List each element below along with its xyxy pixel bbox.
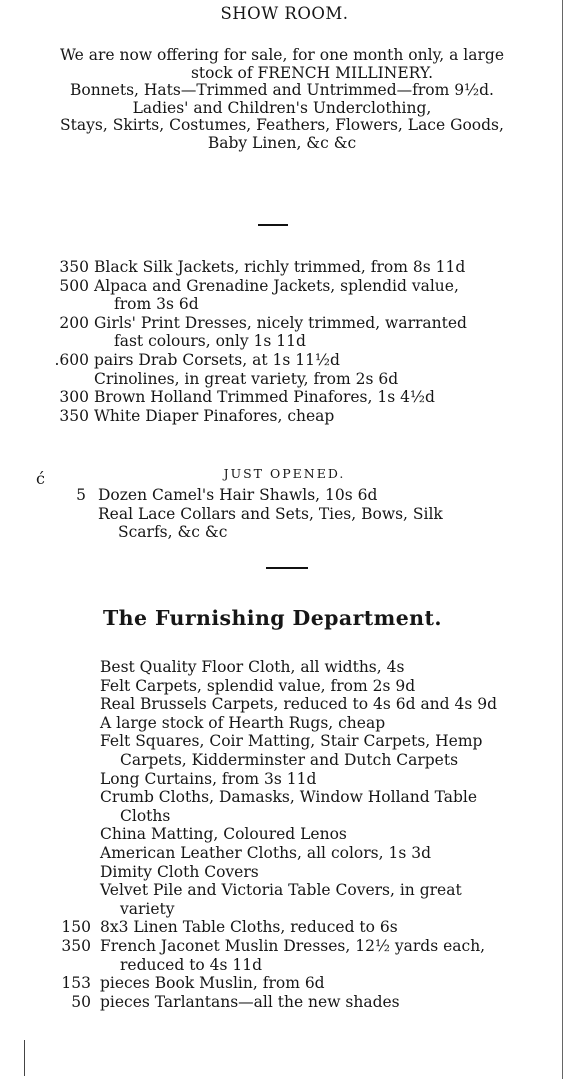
margin-mark: ć (36, 469, 45, 488)
item-text-line: Crumb Cloths, Damasks, Window Holland Table (100, 788, 478, 807)
list-item (40, 937, 565, 974)
list-item (40, 486, 565, 505)
list-item (40, 505, 565, 542)
item-text-line: Dimity Cloth Covers (100, 862, 259, 881)
item-quantity: 200 (59, 313, 89, 332)
item-text-line: Carpets, Kidderminster and Dutch Carpets (120, 750, 459, 769)
item-quantity: 50 (71, 992, 91, 1011)
list-item (40, 277, 565, 314)
item-text-line: pieces Book Muslin, from 6d (100, 974, 325, 993)
item-text-line: Black Silk Jackets, richly trimmed, from 8s 11d (94, 258, 466, 276)
list-item (40, 677, 565, 696)
just-opened-heading: JUST OPENED. (223, 466, 346, 481)
item-text-line: China Matting, Coloured Lenos (100, 825, 347, 844)
item-text-line: pairs Drab Corsets, at 1s 11½d (94, 351, 340, 369)
item-text-line: variety (120, 899, 175, 918)
item-quantity: 350 (61, 937, 91, 955)
item-quantity: 153 (61, 974, 91, 993)
intro-line: We are now offering for sale, for one month only, a large (60, 46, 504, 64)
list-item (40, 825, 565, 844)
list-item (40, 258, 565, 277)
item-text-line: American Leather Cloths, all colors, 1s 3d (100, 844, 431, 862)
list-item (40, 918, 565, 937)
list-item (40, 695, 565, 714)
list-item (40, 788, 565, 825)
item-text-line: Real Lace Collars and Sets, Ties, Bows, Silk (98, 504, 443, 523)
item-text-line: Alpaca and Grenadine Jackets, splendid value, (94, 276, 459, 295)
list-item (40, 863, 565, 882)
intro-line: Bonnets, Hats—Trimmed and Untrimmed—from 9½d. (69, 81, 494, 99)
item-quantity: .600 (54, 351, 89, 369)
furnishing-heading: The Furnishing Department. (103, 606, 442, 630)
list-item (40, 407, 565, 426)
item-text-line: Felt Carpets, splendid value, from 2s 9d (100, 676, 416, 695)
list-item (40, 658, 565, 677)
page-title: SHOW ROOM. (220, 4, 349, 23)
list-item (40, 974, 565, 993)
item-text-line: Brown Holland Trimmed Pinafores, 1s 4½d (94, 388, 435, 407)
item-quantity: 300 (59, 388, 89, 407)
item-text-line: Dozen Camel's Hair Shawls, 10s 6d (98, 486, 378, 504)
list-item (40, 732, 565, 769)
list-item (40, 388, 565, 407)
item-text-line: fast colours, only 1s 11d (114, 332, 306, 351)
list-item (40, 844, 565, 863)
item-quantity: 350 (59, 258, 89, 276)
item-text-line: Real Brussels Carpets, reduced to 4s 6d and 4s 9d (100, 695, 498, 714)
item-quantity: 150 (61, 918, 91, 937)
section-divider (258, 224, 288, 226)
item-text-line: Velvet Pile and Victoria Table Covers, in great (100, 881, 462, 900)
item-text-line: Scarfs, &c &c (118, 523, 228, 542)
list-item (40, 351, 565, 370)
item-text-line: pieces Tarlantans—all the new shades (100, 992, 400, 1011)
item-text-line: A large stock of Hearth Rugs, cheap (100, 713, 386, 732)
item-text-line: Long Curtains, from 3s 11d (100, 769, 317, 788)
intro-line: Baby Linen, &c &c (207, 133, 357, 152)
item-text-line: Girls' Print Dresses, nicely trimmed, warranted (94, 313, 467, 332)
intro-paragraph (4, 47, 560, 152)
list-item (40, 314, 565, 351)
item-quantity: 5 (76, 486, 86, 504)
item-quantity: 500 (59, 276, 89, 295)
item-text-line: Crinolines, in great variety, from 2s 6d (94, 369, 399, 388)
item-quantity: 350 (59, 406, 89, 425)
item-text-line: from 3s 6d (114, 295, 199, 314)
intro-line: stock of FRENCH MILLINERY. (190, 63, 434, 82)
item-text-line: reduced to 4s 11d (120, 955, 263, 974)
list-item (40, 770, 565, 789)
intro-line: Stays, Skirts, Costumes, Feathers, Flowers, Lace Goods, (60, 116, 504, 134)
list-item (40, 370, 565, 389)
item-text-line: 8x3 Linen Table Cloths, reduced to 6s (100, 918, 398, 937)
list-item (40, 993, 565, 1012)
item-text-line: Cloths (120, 806, 171, 825)
item-text-line: French Jaconet Muslin Dresses, 12½ yards each, (100, 937, 486, 955)
list-item (40, 881, 565, 918)
item-text-line: White Diaper Pinafores, cheap (94, 406, 335, 425)
item-text-line: Felt Squares, Coir Matting, Stair Carpets, Hemp (100, 732, 483, 751)
intro-line: Ladies' and Children's Underclothing, (132, 98, 432, 117)
section-divider (266, 567, 308, 569)
column-rule-left (24, 1040, 25, 1076)
item-text-line: Best Quality Floor Cloth, all widths, 4s (100, 658, 405, 676)
list-item (40, 714, 565, 733)
